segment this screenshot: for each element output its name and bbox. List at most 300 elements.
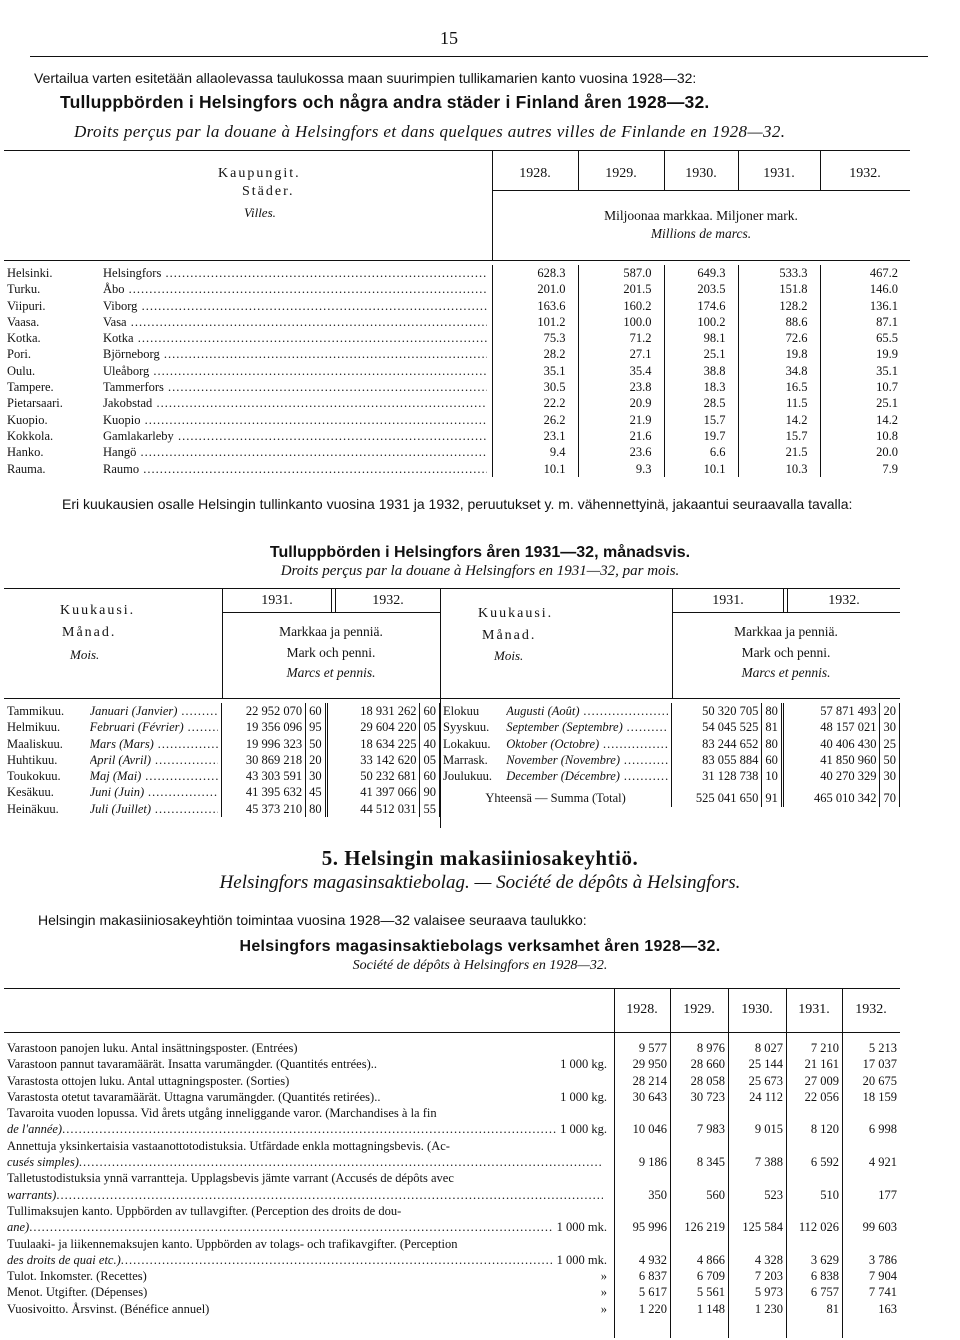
depot-value: 10 046 <box>632 1122 667 1137</box>
depot-value: 9 577 <box>638 1041 667 1055</box>
depot-unit: 1 000 kg. <box>560 1122 607 1137</box>
city-value: 174.6 <box>664 298 738 314</box>
city-value: 163.6 <box>492 298 578 314</box>
month-penni-1931: 30 <box>306 768 327 784</box>
depot-label-cell <box>4 1236 614 1269</box>
month-value-1932: 29 604 220 <box>326 719 420 735</box>
t3-year-1930: 1930. <box>741 1002 773 1017</box>
t1-unit: Miljoonaa markkaa. Miljoner mark. <box>604 208 798 223</box>
city-sv-cell <box>100 346 492 362</box>
depot-unit <box>603 1187 607 1203</box>
city-value: 87.1 <box>820 314 910 330</box>
city-value: 160.2 <box>578 298 664 314</box>
city-value: 23.8 <box>578 379 664 395</box>
city-value: 101.2 <box>492 314 578 330</box>
month-value-1931: 19 996 323 <box>221 736 305 752</box>
depot-value: 5 973 <box>754 1285 783 1300</box>
month-row <box>4 752 440 768</box>
depot-value: 126 219 <box>684 1220 725 1235</box>
t1-year-1928: 1928. <box>519 166 551 181</box>
t2-right-month-fr: Mois. <box>494 648 524 663</box>
city-sv-cell <box>100 412 492 428</box>
month-penni-1931: 45 <box>306 784 327 800</box>
depot-value: 7 210 <box>810 1041 839 1055</box>
depot-value: 7 983 <box>696 1122 725 1137</box>
month-row <box>4 768 440 784</box>
depot-label-line2: ane) <box>7 1220 30 1235</box>
city-row <box>4 330 910 346</box>
depot-value: 28 660 <box>690 1057 725 1072</box>
total-value-1931: 525 041 650 <box>672 784 762 806</box>
total-row <box>440 784 900 806</box>
city-fi: Helsinki. <box>7 266 53 280</box>
city-sv-label: Helsingfors <box>103 266 162 280</box>
month-fi: Toukokuu. <box>7 769 61 784</box>
city-sv-cell <box>100 363 492 379</box>
city-value: 20.9 <box>578 395 664 411</box>
depot-value: 7 741 <box>868 1285 897 1300</box>
depot-row <box>4 1236 900 1269</box>
leader-dots <box>56 1187 603 1203</box>
t3-head-rule <box>4 1032 900 1033</box>
month-sv-label: Januari (Janvier) <box>89 704 178 718</box>
month-sv <box>90 801 218 817</box>
city-row <box>4 395 910 411</box>
month-penni-1932: 60 <box>420 768 440 784</box>
t3-year-1932: 1932. <box>855 1002 887 1017</box>
city-value: 10.1 <box>492 461 578 477</box>
month-sv-label: Maj (Mai) <box>89 769 142 784</box>
month-sv <box>90 784 218 800</box>
city-sv <box>103 314 487 330</box>
month-penni-1932: 90 <box>420 784 440 800</box>
t1-year-1930: 1930. <box>685 166 717 181</box>
t3-top-rule <box>4 988 900 989</box>
total-penni-1931: 91 <box>762 784 783 806</box>
month-penni-1932: 05 <box>420 752 440 768</box>
month-value-1931: 22 952 070 <box>221 703 305 719</box>
depot-row <box>4 1040 900 1056</box>
month-sv <box>506 768 668 784</box>
month-penni-1931: 20 <box>306 752 327 768</box>
depot-value: 8 120 <box>810 1122 839 1137</box>
depot-value: 1 220 <box>638 1301 667 1316</box>
month-value-1932: 18 634 225 <box>326 736 420 752</box>
month-sv-label: December (Décembre) <box>506 769 620 784</box>
t1-top-rule <box>4 150 910 151</box>
t1-year-rule <box>492 190 910 191</box>
t2-top-rule <box>4 588 900 589</box>
city-value: 10.3 <box>738 461 820 477</box>
month-penni-1932: 25 <box>880 736 900 752</box>
t1-col-city-fi: Kaupungit. <box>218 166 301 181</box>
depot-value: 6 709 <box>696 1269 725 1284</box>
depot-row <box>4 1268 900 1284</box>
t2-left-year-rule <box>222 612 440 613</box>
city-value: 10.7 <box>820 379 910 395</box>
city-value: 72.6 <box>738 330 820 346</box>
month-row <box>4 801 440 817</box>
depot-value: 27 009 <box>804 1073 839 1088</box>
month-fi: Huhtikuu. <box>7 752 58 767</box>
month-penni-1932: 55 <box>420 801 440 817</box>
depot-value: 6 998 <box>868 1122 897 1137</box>
depot-value: 4 328 <box>754 1252 783 1267</box>
depot-value: 6 837 <box>638 1269 667 1284</box>
month-penni-1931: 80 <box>762 736 783 752</box>
city-value: 146.0 <box>820 281 910 297</box>
t1-head-rule <box>4 260 910 261</box>
t2-vline-cd1 <box>783 588 784 612</box>
leader-dots <box>62 1121 556 1137</box>
month-fi: Kesäkuu. <box>7 785 54 800</box>
depot-value: 6 838 <box>810 1269 839 1284</box>
city-fi: Rauma. <box>7 461 46 476</box>
city-sv <box>103 444 487 460</box>
city-value: 10.8 <box>820 428 910 444</box>
depot-label-line1: Varastosta otetut tavaramäärät. Uttagna varumängder. (Quantités retirées).. <box>7 1089 381 1104</box>
city-value: 19.7 <box>664 428 738 444</box>
city-value: 9.4 <box>492 444 578 460</box>
t2-right-month-fi: Kuukausi. <box>478 606 554 621</box>
month-row <box>4 784 440 800</box>
city-sv <box>103 298 487 314</box>
month-value-1931: 19 356 096 <box>221 719 305 735</box>
city-sv-cell <box>100 330 492 346</box>
depot-value: 7 388 <box>754 1155 783 1170</box>
depot-label-cell <box>4 1105 614 1138</box>
city-sv-label: Kuopio <box>103 412 141 427</box>
month-sv <box>506 703 668 719</box>
depot-label-cell <box>4 1073 614 1089</box>
depot-value: 8 976 <box>696 1041 725 1055</box>
month-sv-label: Oktober (Octobre) <box>506 736 600 751</box>
city-value: 15.7 <box>664 412 738 428</box>
total-label: Yhteensä — Summa (Total) <box>485 791 626 806</box>
depot-label-cell <box>4 1040 614 1056</box>
para2-text: Eri kuukausien osalle Helsingin tullinkanto vuosina 1931 ja 1932, peruutukset y. m. vähennettyinä, jakaantui seuraavalla tavalla: <box>62 496 853 512</box>
depot-label-cell <box>4 1268 614 1284</box>
month-penni-1932: 50 <box>880 752 900 768</box>
month-penni-1931: 80 <box>762 703 783 719</box>
t2-left-y2: 1932. <box>372 593 404 608</box>
city-fi: Turku. <box>7 282 41 297</box>
month-value-1931: 83 055 884 <box>672 752 762 768</box>
month-fi: Marrask. <box>443 752 488 767</box>
depot-value: 350 <box>648 1187 667 1202</box>
depot-row <box>4 1203 900 1236</box>
month-value-1931: 83 244 652 <box>672 736 762 752</box>
city-value: 75.3 <box>492 330 578 346</box>
month-penni-1932: 20 <box>880 703 900 719</box>
month-value-1931: 31 128 738 <box>672 768 762 784</box>
city-value: 28.5 <box>664 395 738 411</box>
city-sv-label: Jakobstad <box>103 396 153 411</box>
depot-unit: 1 000 mk. <box>556 1220 607 1235</box>
month-value-1931: 43 303 591 <box>221 768 305 784</box>
city-value: 35.1 <box>492 363 578 379</box>
depot-label-line1: Vuosivoitto. Årsvinst. (Bénéfice annuel) <box>7 1301 210 1316</box>
city-fi: Kokkola. <box>7 428 54 443</box>
depot-label-line1: Tulot. Inkomster. (Recettes) <box>7 1269 147 1284</box>
month-sv-label: Juni (Juin) <box>89 785 145 800</box>
depot-label-cell <box>4 1170 614 1203</box>
city-sv-cell <box>100 298 492 314</box>
city-value: 65.5 <box>820 330 910 346</box>
city-value: 26.2 <box>492 412 578 428</box>
month-sv-label: Mars (Mars) <box>89 736 154 751</box>
city-value: 38.8 <box>664 363 738 379</box>
city-sv <box>103 346 487 362</box>
month-value-1931: 45 373 210 <box>221 801 305 817</box>
depot-label-line2: warrants) <box>7 1187 57 1202</box>
title3-fr: Société de dépôts à Helsingfors en 1928—32. <box>352 958 608 973</box>
city-value: 21.5 <box>738 444 820 460</box>
month-value-1932: 57 871 493 <box>782 703 880 719</box>
total-penni-1932: 70 <box>880 784 900 806</box>
city-value: 649.3 <box>664 265 738 281</box>
month-fi: Tammikuu. <box>7 704 65 718</box>
depot-value: 25 144 <box>748 1057 783 1072</box>
city-row <box>4 363 910 379</box>
city-row <box>4 379 910 395</box>
t2-vline-ab1 <box>331 588 332 612</box>
t2-left-month-sv: Månad. <box>62 625 117 640</box>
depot-label-line1: Talletustodistuksia ynnä varrantteja. Upplagsbevis jämte varrant (Accusés de dépôts avec <box>7 1171 454 1186</box>
month-sv <box>90 736 218 752</box>
city-value: 19.8 <box>738 346 820 362</box>
depot-label-cell <box>4 1284 614 1300</box>
t2-right-y2: 1932. <box>828 593 860 608</box>
depot-value: 7 904 <box>868 1269 897 1284</box>
city-row <box>4 265 910 281</box>
t1-year-1929: 1929. <box>605 166 637 181</box>
depot-row <box>4 1284 900 1300</box>
city-sv <box>103 379 487 395</box>
depot-row <box>4 1138 900 1171</box>
t1-unit-fr: Millions de marcs. <box>650 226 752 241</box>
depot-value: 523 <box>764 1187 783 1202</box>
t2-left-table <box>4 703 440 817</box>
depot-value: 7 203 <box>754 1269 783 1284</box>
city-value: 14.2 <box>820 412 910 428</box>
depot-value: 5 561 <box>696 1285 725 1300</box>
city-row <box>4 412 910 428</box>
t3-year-1931: 1931. <box>798 1002 830 1017</box>
city-sv-cell <box>100 444 492 460</box>
month-row <box>440 719 900 735</box>
month-value-1932: 41 397 066 <box>326 784 420 800</box>
month-penni-1931: 81 <box>762 719 783 735</box>
section-heading: 5. Helsingin makasiiniosakeyhtiö. <box>321 846 639 870</box>
month-value-1932: 33 142 620 <box>326 752 420 768</box>
depot-label <box>7 1056 607 1072</box>
t2-right-body <box>440 703 900 807</box>
para2 <box>4 493 954 516</box>
depot-label <box>7 1073 607 1089</box>
city-sv-label: Raumo <box>103 461 140 476</box>
depot-value: 4 866 <box>696 1252 725 1267</box>
month-penni-1931: 10 <box>762 768 783 784</box>
depot-label <box>7 1268 607 1284</box>
title1-sv: Tulluppbörden i Helsingfors och några andra städer i Finland åren 1928—32. <box>60 92 710 112</box>
city-sv <box>103 461 487 477</box>
depot-label-line2-wrap <box>7 1121 607 1137</box>
city-row <box>4 314 910 330</box>
t2-right-table <box>440 703 900 807</box>
city-fi: Tampere. <box>7 380 54 395</box>
month-row <box>4 703 440 719</box>
month-sv-label: September (Septembre) <box>506 720 623 735</box>
city-value: 7.9 <box>820 461 910 477</box>
city-sv-label: Viborg <box>103 298 138 313</box>
depot-value: 9 186 <box>638 1155 667 1170</box>
month-row <box>4 719 440 735</box>
month-sv-label: Augusti (Août) <box>506 704 580 718</box>
depot-unit: 1 000 kg. <box>560 1089 607 1104</box>
depot-label <box>7 1138 607 1154</box>
depot-label-line1: Menot. Utgifter. (Dépenses) <box>7 1285 148 1300</box>
depot-unit: » <box>600 1285 607 1300</box>
city-value: 201.0 <box>492 281 578 297</box>
depot-value: 81 <box>826 1301 839 1316</box>
depot-label-line2-wrap <box>7 1252 607 1268</box>
city-row <box>4 298 910 314</box>
depot-label-line2-wrap <box>7 1187 607 1203</box>
depot-label-cell <box>4 1089 614 1105</box>
depot-value: 8 345 <box>696 1155 725 1170</box>
city-sv-label: Åbo <box>103 282 125 297</box>
section-sub: Helsingfors magasinsaktiebolag. — Société de dépôts à Helsingfors. <box>219 872 741 893</box>
month-penni-1931: 50 <box>306 736 327 752</box>
depot-value: 95 996 <box>632 1220 667 1235</box>
depot-value: 28 058 <box>690 1073 725 1088</box>
para3: Helsingin makasiiniosakeyhtiön toimintaa vuosina 1928—32 valaisee seuraava taulukko: <box>38 912 587 928</box>
month-sv <box>90 719 218 735</box>
depot-unit: » <box>600 1301 607 1316</box>
city-value: 25.1 <box>664 346 738 362</box>
month-sv-label: Juli (Juillet) <box>89 801 152 816</box>
depot-row <box>4 1105 900 1138</box>
city-value: 9.3 <box>578 461 664 477</box>
depot-value: 3 629 <box>810 1252 839 1267</box>
month-penni-1931: 60 <box>306 703 327 719</box>
t2-left-unit-sv: Mark och penni. <box>286 645 376 660</box>
depot-label <box>7 1089 607 1105</box>
month-sv-cell <box>87 784 222 800</box>
month-fi: Helmikuu. <box>7 720 61 735</box>
city-row <box>4 461 910 477</box>
city-value: 21.9 <box>578 412 664 428</box>
city-value: 20.0 <box>820 444 910 460</box>
depot-label-cell <box>4 1056 614 1072</box>
city-value: 19.9 <box>820 346 910 362</box>
depot-label-cell <box>4 1301 614 1317</box>
month-sv <box>506 752 668 768</box>
city-value: 15.7 <box>738 428 820 444</box>
title2-fr: Droits perçus par la douane à Helsingfors en 1931—32, par mois. <box>280 563 680 579</box>
city-value: 88.6 <box>738 314 820 330</box>
city-value: 100.2 <box>664 314 738 330</box>
month-sv-label: April (Avril) <box>89 752 152 767</box>
depot-value: 1 148 <box>696 1301 725 1316</box>
depot-value: 25 673 <box>748 1073 783 1088</box>
depot-value: 6 592 <box>810 1155 839 1170</box>
city-fi: Vaasa. <box>7 314 40 329</box>
t3-body <box>4 1040 900 1317</box>
city-fi: Kotka. <box>7 331 41 346</box>
city-value: 35.1 <box>820 363 910 379</box>
city-sv <box>103 412 487 428</box>
depot-label-line2-wrap <box>7 1219 607 1235</box>
city-sv-label: Uleåborg <box>103 363 150 378</box>
city-value: 136.1 <box>820 298 910 314</box>
city-sv-cell <box>100 265 492 281</box>
depot-label-line1: Varastosta ottojen luku. Antal uttagningsposter. (Sorties) <box>7 1073 290 1088</box>
month-sv-cell <box>87 736 222 752</box>
depot-row <box>4 1089 900 1105</box>
city-value: 27.1 <box>578 346 664 362</box>
depot-label-cell <box>4 1138 614 1171</box>
depot-value: 3 786 <box>868 1252 897 1267</box>
depot-value: 112 026 <box>798 1220 839 1235</box>
city-value: 203.5 <box>664 281 738 297</box>
city-value: 28.2 <box>492 346 578 362</box>
depot-label <box>7 1040 607 1056</box>
depot-label-cell <box>4 1203 614 1236</box>
t2-right-y1: 1931. <box>712 593 744 608</box>
city-sv-cell <box>100 461 492 477</box>
month-sv <box>506 719 668 735</box>
depot-label <box>7 1170 607 1186</box>
depot-value: 9 015 <box>754 1122 783 1137</box>
month-sv <box>90 703 218 719</box>
depot-value: 125 584 <box>742 1220 783 1235</box>
depot-value: 99 603 <box>862 1220 897 1235</box>
month-fi: Lokakuu. <box>443 736 491 751</box>
title2-sv: Tulluppbörden i Helsingfors åren 1931—32, månadsvis. <box>269 544 691 561</box>
month-row <box>440 703 900 719</box>
depot-value: 510 <box>820 1187 839 1202</box>
city-value: 14.2 <box>738 412 820 428</box>
city-sv-cell <box>100 395 492 411</box>
depot-unit: » <box>600 1269 607 1284</box>
city-value: 23.1 <box>492 428 578 444</box>
city-value: 628.3 <box>492 265 578 281</box>
city-row <box>4 444 910 460</box>
city-value: 18.3 <box>664 379 738 395</box>
month-value-1932: 18 931 262 <box>326 703 420 719</box>
city-sv-label: Kotka <box>103 331 134 346</box>
intro-text: Vertailua varten esitetään allaolevassa taulukossa maan suurimpien tullikamarien kanto vuosina 1928—32: <box>34 70 697 86</box>
t2-right-month-sv: Månad. <box>482 628 537 643</box>
month-penni-1931: 95 <box>306 719 327 735</box>
title3-sv: Helsingfors magasinsaktiebolags verksamhet åren 1928—32. <box>239 938 721 955</box>
city-value: 10.1 <box>664 461 738 477</box>
depot-value: 5 617 <box>638 1285 667 1300</box>
t1-year-1931: 1931. <box>763 166 795 181</box>
month-sv-cell <box>503 703 672 719</box>
month-value-1931: 41 395 632 <box>221 784 305 800</box>
month-value-1932: 41 850 960 <box>782 752 880 768</box>
t3-year-1928: 1928. <box>626 1002 658 1017</box>
month-sv-cell <box>87 719 222 735</box>
city-fi: Pori. <box>7 347 31 362</box>
depot-value: 5 213 <box>868 1041 897 1055</box>
depot-value: 4 921 <box>868 1155 897 1170</box>
city-sv-label: Tammerfors <box>103 380 164 395</box>
city-sv <box>103 330 487 346</box>
